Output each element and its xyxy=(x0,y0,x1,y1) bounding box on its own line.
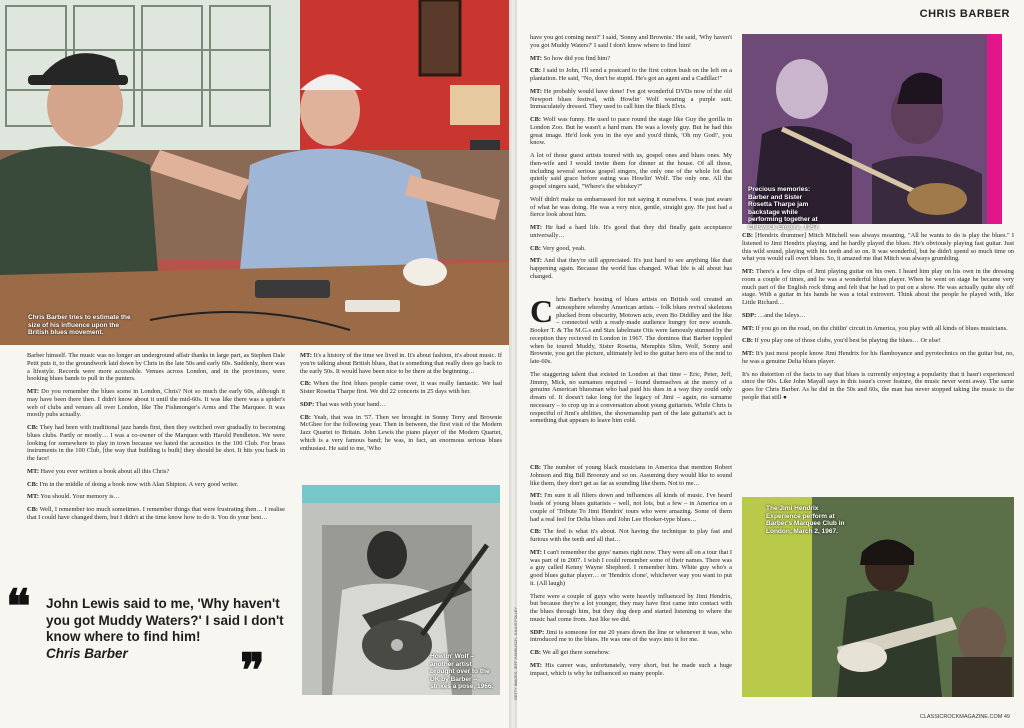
text-column-3-lower xyxy=(530,464,732,704)
speaker-label: CB: xyxy=(300,380,312,388)
paragraph-text: And that they're still appreciated. It's just hard to see anything like that happening again. Because the world has changed. What life is all about has changed. xyxy=(530,257,732,280)
page-footer: CLASSICROCKMAGAZINE.COM 49 xyxy=(919,714,1010,720)
speaker-label: CB: xyxy=(530,649,542,656)
speaker-label: MT: xyxy=(530,257,542,265)
paragraph xyxy=(530,34,732,50)
paragraph-text: I'm in the middle of doing a book now with Alan Shipton. A very good writer. xyxy=(38,480,239,488)
speaker-label: MT: xyxy=(530,224,542,231)
paragraph xyxy=(742,350,1014,366)
speaker-label: SDP: xyxy=(530,628,545,636)
paragraph-text: He probably would have done! I've got wonderful DVDs now of the old Newport blues festival, with Howlin' Wolf wearing a purple suit. Immaculately dressed. They used to call him the Black Elvis. xyxy=(530,87,732,111)
paragraph-text: hris Barber's hosting of blues artists on British soil created an atmosphere whereby American artists – folk blues revival skeletons plucked from obscurity, Motown acts, even Bo Diddley and the like – connected with a ready-made audience hungry for new sounds. Booker T. & The M.G.s and Stax labelmate Otis were famously stunned by the reception they recieved in London in 1967. The dominos that Barber toppled when he toured Muddy, Sister Rosetta, Memphis Slim, Wolf, Sonny and Brownie, you get the picture, ultimately led to the guitar hero era of the mid to late-60s. xyxy=(530,296,732,365)
paragraph-text: There's a few clips of Jimi playing guitar on his own. I heard him play on his own in the dressing room a couple of times, and he was a wonderful blues player. When he went on stage he became very much part of the English rock thing and felt that he had to put on a show. He was actually quite shy off stage. With a guitar in his hands he was a total extrovert. Think about the people he played with, like Little Richard… xyxy=(742,268,1014,306)
paragraph-text: It's just most people know Jimi Hendrix for his flamboyance and pyrotechnics on the guitar but, no, he was a genuine Delta blues player. xyxy=(742,350,1014,365)
paragraph xyxy=(742,325,1014,333)
paragraph-text: Wolf was funny. He used to pace round the stage like Guy the gorilla in London Zoo. But he wasn't a hard man. He was a lovely guy. But he had this great image. He'd look you in the eye and you'd think, 'Oh my God!', you know. xyxy=(530,116,732,147)
paragraph xyxy=(530,67,732,83)
paragraph-text: Jimi is someone for me 20 years down the line or whenever it was, who introduced me to the blues. He was one of the ways into it for me. xyxy=(530,628,732,644)
paragraph xyxy=(530,152,732,191)
speaker-label: MT: xyxy=(742,268,754,275)
text-column-3-intro xyxy=(530,293,732,460)
paragraph-text: It's a history of the time we lived in. It's about fashion, it's about music. If you're talking about British blues, that is something that really does go back to the early 50s. It would have been nice to be there at the beginning… xyxy=(300,352,502,375)
speaker-label: MT: xyxy=(27,467,39,475)
paragraph xyxy=(27,352,285,383)
speaker-label: CB: xyxy=(27,424,39,431)
paragraph-text: If you go on the road, on the chitlin' circuit in America, you play with all kinds of blues musicians. xyxy=(753,324,1008,332)
paragraph xyxy=(530,293,732,366)
paragraph-text: If you play one of those clubs, you'd best be playing the blues… Or else! xyxy=(753,337,941,345)
main-photo xyxy=(0,0,510,345)
paragraph-text: The feel is what it's about. Not having the technique to play fast and furious with the teeth and all that… xyxy=(530,528,732,543)
paragraph-text: It's no distortion of the facts to say that blues is currently enjoying a popularity that it hasn't experienced since the 60s. Like John Mayall says in this issue's cover feature, the music never went away. The same goes for Chris Barber. As he did in the 50s and 60s, the man has never stopped taking the music to the people that still ● xyxy=(742,370,1014,401)
pull-quote-text: John Lewis said to me, 'Why haven't you got Muddy Waters?' I said I don't know where to find him! xyxy=(46,596,284,644)
speaker-label: SDP: xyxy=(300,400,315,408)
paragraph xyxy=(300,352,502,375)
paragraph-text: We all get there somehow. xyxy=(541,649,610,656)
paragraph xyxy=(530,55,732,63)
speaker-label: MT: xyxy=(530,492,542,500)
paragraph xyxy=(530,492,732,523)
paragraph xyxy=(300,401,502,409)
paragraph xyxy=(300,380,502,396)
paragraph xyxy=(530,662,732,678)
paragraph xyxy=(530,88,732,111)
speaker-label: CB: xyxy=(742,232,754,239)
paragraph-text: They had been with traditional jazz bands first, then they switched over gradually to becoming blues clubs. Partly or mostly… I was a co-owner of the Marquee with Harold Pendleton. We were looking for somewhere to play in town because we hated the acoustics in the 100 Club. For brass instruments in the 100 Club, [the way that building is built] they should be shot. It hits you back in the face! xyxy=(27,424,285,462)
barber-tharpe-caption: Precious memories: Barber and Sister Rosetta Tharpe jam backstage while performing together at Chiswick Empire, 1957. xyxy=(748,186,820,231)
paragraph xyxy=(742,337,1014,345)
paragraph xyxy=(530,528,732,544)
main-photo-caption: Chris Barber tries to estimate the size of his influence upon the British blues movement. xyxy=(28,314,131,336)
paragraph-text: have you got coming next?' I said, 'Sonny and Brownie.' He said, 'Why haven't you got Muddy Waters?' I said I don't know where to find him! xyxy=(530,34,732,49)
close-quote-mark: ❞ xyxy=(240,643,265,697)
text-column-2 xyxy=(300,352,502,482)
speaker-label: CB: xyxy=(27,480,39,488)
speaker-label: CB: xyxy=(530,464,542,471)
text-column-4 xyxy=(742,232,1014,490)
paragraph-text: You should. Your memory is… xyxy=(38,493,120,501)
paragraph-text: So how did you find him? xyxy=(541,54,611,62)
speaker-label: MT: xyxy=(300,352,312,359)
paragraph xyxy=(27,493,285,501)
howlin-wolf-photo xyxy=(302,485,500,695)
speaker-label: CB: xyxy=(742,337,754,345)
paragraph xyxy=(27,468,285,476)
paragraph xyxy=(530,196,732,219)
speaker-label: MT: xyxy=(530,661,542,669)
speaker-label: MT: xyxy=(27,493,39,501)
paragraph-text: Wolf didn't make us embarrassed for not saying it ourselves. I was just aware of what he was doing. He was a very nice, gentle, straight guy. He just had a fierce look about him. xyxy=(530,195,732,219)
speaker-label: CB: xyxy=(530,67,542,75)
paragraph-text: Barber himself. The music was no longer an underground affair thanks in large part, as Stephen Dale Petit puts it, to the groundwork laid down by Chris in the late 50s and early 60s. Suddenly, there was a lifestyle. Records were more accessible. Venues across London, and in the provinces, were booking blues bands to pull in the punters. xyxy=(27,352,285,383)
paragraph-text: I'm sure it all filters down and influences all kinds of music. I've heard loads of young blues guitarists – well, not lots, but a few – in America on a couple of 'Tribute To Jimi Hendrix' tours who were amazing. Some of them had a real feel for Delta blues and John Lee Hooker-type blues… xyxy=(530,492,732,523)
speaker-label: CB: xyxy=(530,528,542,536)
paragraph xyxy=(300,414,502,453)
speaker-label: MT: xyxy=(530,548,542,556)
open-quote-mark: ❝ xyxy=(6,579,31,633)
speaker-label: MT: xyxy=(27,388,39,395)
paragraph xyxy=(742,371,1014,402)
speaker-label: MT: xyxy=(530,87,542,95)
howlin-wolf-caption: Howlin' Wolf – another artist brought over to the UK by Barber – strikes a pose, 1966. xyxy=(430,653,494,690)
paragraph-text: His career was, unfortunately, very short, but he made such a huge impact, which is why he influenced so many people. xyxy=(530,661,732,677)
barber-tharpe-photo xyxy=(742,34,1002,231)
drop-cap: C xyxy=(530,293,554,329)
paragraph xyxy=(530,593,732,624)
paragraph xyxy=(530,649,732,657)
speaker-label: CB: xyxy=(530,116,542,123)
speaker-label: MT: xyxy=(742,324,754,332)
paragraph-text: When the first blues people came over, it was really fantastic. We had Sister Rosetta Tharpe first. We did 22 concerts in 25 days with her. xyxy=(300,380,502,395)
paragraph xyxy=(530,549,732,588)
paragraph xyxy=(530,245,732,253)
paragraph-text: A lot of those guest artists toured with us, gospel ones and blues ones. My then-wife and I would invite them for dinner at the house. Of all those, including several serious gospel singers, the only one of the whole lot that quietly said grace before eating was Howlin' Wolf. The only one. All the gospel singers said, "Where's the whiskey?" xyxy=(530,152,732,190)
text-column-3-upper xyxy=(530,34,732,292)
interview-scene-illustration xyxy=(0,0,510,345)
paragraph-text: Well, I remember too much sometimes. I remember things that were frustrating then… I realise that I could have changed them, but I didn't at the time know how to do it. You do your best… xyxy=(27,506,285,521)
speaker-label: MT: xyxy=(742,350,754,357)
paragraph-text: I said to John, I'll send a postcard to the first cotton bush on the left on a plantation. He said, "No, don't be stupid. He's got an agent and a Cadillac!" xyxy=(530,67,732,82)
speaker-label: CB: xyxy=(530,244,542,252)
hendrix-photo xyxy=(742,497,1014,697)
paragraph xyxy=(27,424,285,463)
text-column-1 xyxy=(27,352,285,588)
hendrix-caption: The Jimi Hendrix Experience perform at Barber's Marquee Club in London, March 2, 1967. xyxy=(766,505,845,535)
photo-credits: GETTY IMAGES, JEFF HANNUSCH, JULIUS FOLLEY xyxy=(514,607,518,700)
paragraph-text: There were a couple of guys who were heavily influenced by Jimi Hendrix, but because they're a lot younger, they may have first came into contact with the blues through him, but they dug deep and started listening to where the music had come from. Just like we did. xyxy=(530,592,732,623)
paragraph-text: Have you ever written a book about all this Chris? xyxy=(38,467,170,475)
paragraph-text: Very good, yeah. xyxy=(541,244,586,252)
paragraph-text: The staggering talent that existed in London at that time – Eric, Peter, Jeff, Jimmy, Mick, no surnames required – found themselves at the mercy of a genuine American bluesman who had paid his dues in a way they could only dream of. It doesn't take long for the legacy of Jimi – again, no surname necessary – to crop up in a conversation about young guitarists. While Chris is respectful of Jimi's abilities, the showmanship part of the late guitarist's act is something that appears to leave him cold. xyxy=(530,370,732,425)
speaker-label: CB: xyxy=(300,413,312,421)
paragraph xyxy=(530,629,732,645)
paragraph-text: Do you remember the blues scene in London, Chris? Not so much the early 60s, although it may have been there then. I didn't know about it until the mid-60s. It was like there was a spider's web of clubs and venues all over London, like The Fishmonger's Arms and The Marquee. It was mostly pubs actually. xyxy=(27,388,285,419)
paragraph xyxy=(27,481,285,489)
paragraph-text: I can't remember the guys' names right now. They were all on a tour that I was part of in 2007. I wish I could remember some of their names. There was a guy called Kenny Wayne Shepherd. I remember him. White guy who's a good blues guitar player… or 'Hendrix clone', whichever way you want to put it. (All laugh) xyxy=(530,548,733,587)
paragraph xyxy=(742,232,1014,263)
speaker-label: MT: xyxy=(530,54,542,62)
paragraph xyxy=(27,388,285,419)
paragraph-text: Yeah, that was in '57. Then we brought in Sonny Terry and Brownie McGhee for the following year. Then in between, the first visit of the Modern Jazz Quartet to Britain. John Lewis the piano player of the Modern Quartet, which is a very famous band; he was, in fact, an enormous serious blues enthusiast. He said to me, 'Who xyxy=(300,413,502,452)
paragraph-text: That was with your band… xyxy=(314,400,386,408)
paragraph xyxy=(530,464,732,487)
paragraph-text: [Hendrix drummer] Mitch Mitchell was always moaning, "All he wants to do is play the blues." I listened to Jimi Hendrix playing, and he hardly played the blues. He's obviously playing fast guitar. Just this wild sound, playing with his teeth and so on. It was wonderful, but he didn't spend so much time on what you would call overt blues. So, it amazed me that Mitch was always grumbling. xyxy=(742,232,1014,263)
paragraph xyxy=(530,257,732,280)
paragraph xyxy=(742,312,1014,320)
paragraph-text: …and the Isleys… xyxy=(756,311,806,319)
paragraph-text: The number of young black musicians in America that mention Robert Johnson and Big Bill Broonzy and so on. Assuming they would like to sound like them, they don't get as far as sounding like them. Not to me… xyxy=(530,464,732,487)
paragraph xyxy=(742,268,1014,307)
running-head: CHRIS BARBER xyxy=(919,8,1010,20)
speaker-label: SDP: xyxy=(742,311,757,319)
paragraph xyxy=(530,224,732,240)
paragraph xyxy=(530,116,732,147)
paragraph xyxy=(27,506,285,522)
paragraph-text: He had a hard life. It's good that they did finally gain acceptance universally… xyxy=(530,224,732,239)
speaker-label: CB: xyxy=(27,506,39,513)
paragraph xyxy=(530,371,732,425)
pull-quote-attribution: Chris Barber xyxy=(46,645,128,661)
